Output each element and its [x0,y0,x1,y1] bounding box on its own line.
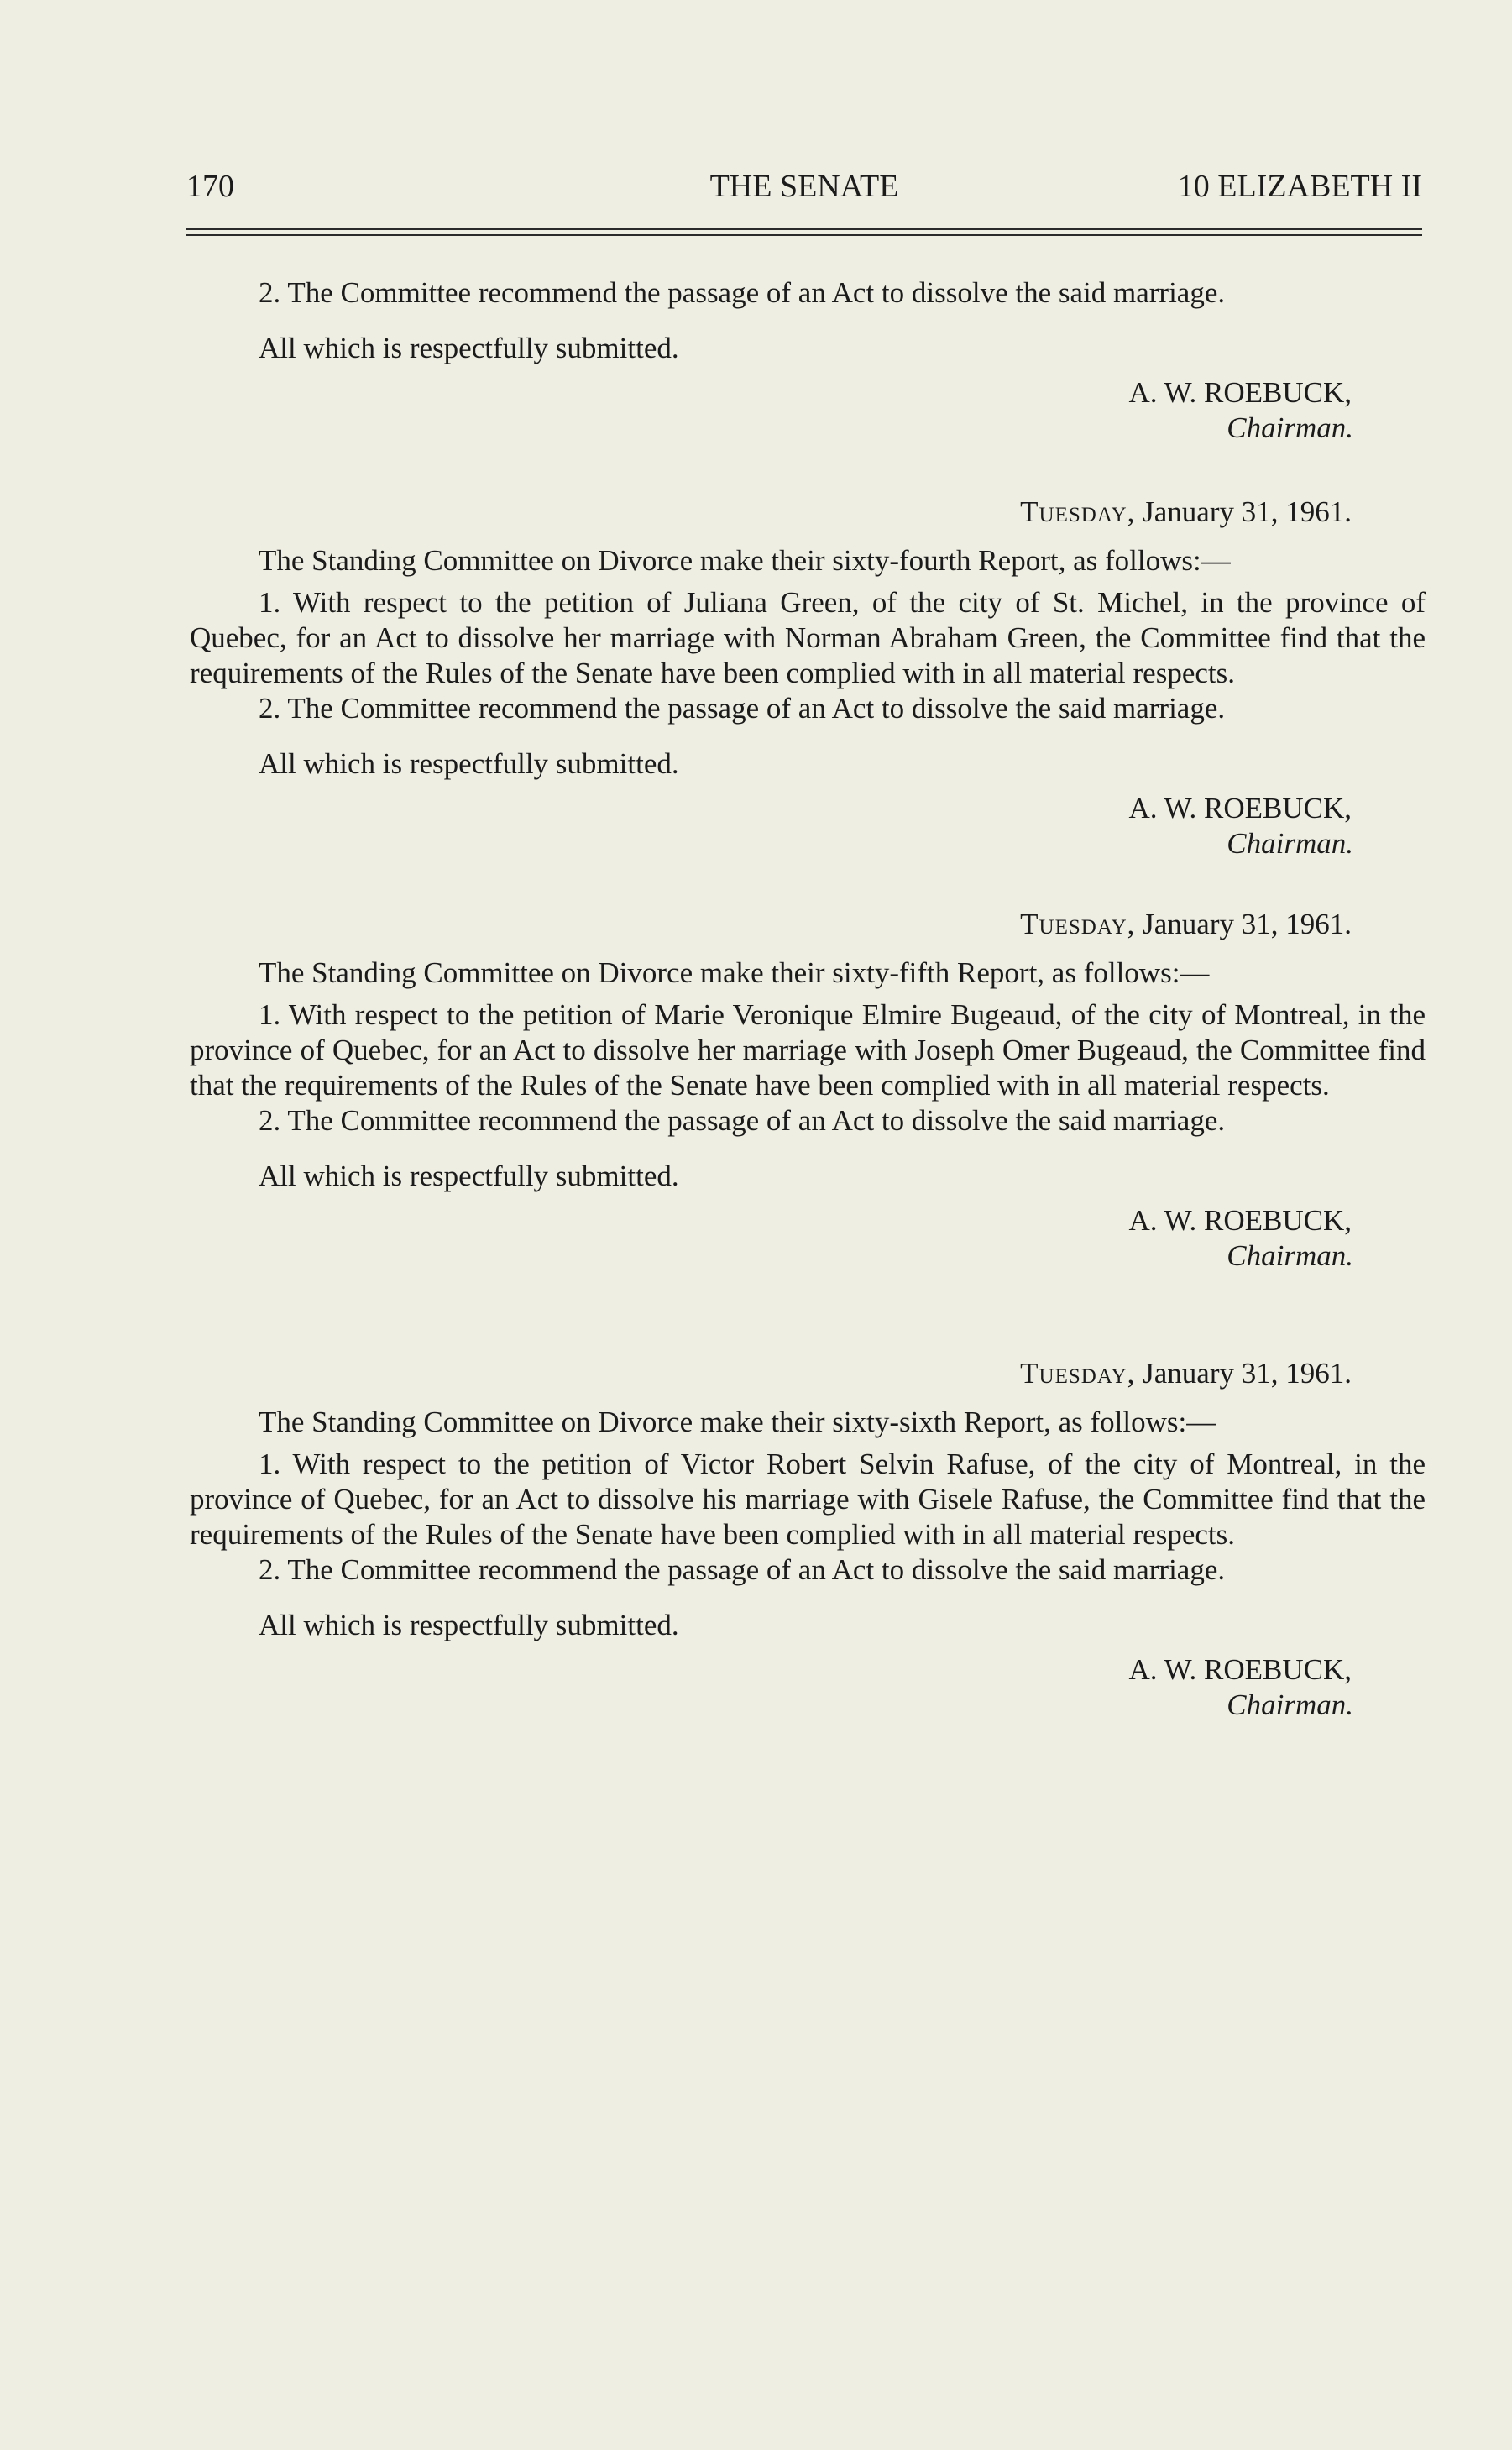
report-date [190,495,1426,530]
petition-paragraph: 1. With respect to the petition of Juliana Green, of the city of St. Michel, in the province of Quebec, for an Act to dissolve her marriage with Norman Abraham Green, the Committee find that the requirements of the Rules of the Senate have been complied with in all material respects. [190,586,1426,689]
submission-line: All which is respectfully submitted. [259,1609,679,1641]
recommendation-paragraph: 2. The Committee recommend the passage of an Act to dissolve the said marriage. [259,692,1226,725]
submission-line: All which is respectfully submitted. [259,747,679,780]
recommendation-paragraph: 2. The Committee recommend the passage of an Act to dissolve the said marriage. [259,1104,1226,1137]
signatory: A. W. ROEBUCK, [1128,1204,1352,1237]
continued-report [190,275,1426,446]
report-intro: The Standing Committee on Divorce make their sixty-sixth Report, as follows:— [259,1406,1216,1438]
signatory-role: Chairman. [1227,1688,1353,1721]
submission-line: All which is respectfully submitted. [259,1160,679,1192]
header-rule-top [186,228,1422,230]
report-sixty-fifth [190,907,1426,1274]
report-sixty-fourth [190,495,1426,861]
report-date-text: January 31, 1961. [1135,908,1352,940]
report-day: Tuesday, [1020,1357,1136,1390]
signatory-role: Chairman. [1227,411,1353,444]
report-intro: The Standing Committee on Divorce make their sixty-fifth Report, as follows:— [259,956,1210,989]
signatory-role: Chairman. [1227,827,1353,860]
petition-paragraph: 1. With respect to the petition of Marie Veronique Elmire Bugeaud, of the city of Montreal, in the province of Quebec, for an Act to dissolve her marriage with Joseph Omer Bugeaud, the Committee find that the requirements of the Rules of the Senate have been complied with in all material respects. [190,998,1426,1102]
signatory: A. W. ROEBUCK, [1128,376,1352,409]
report-date-text: January 31, 1961. [1135,1357,1352,1390]
signatory: A. W. ROEBUCK, [1128,1653,1352,1686]
page-number: 170 [186,169,234,204]
report-intro: The Standing Committee on Divorce make their sixty-fourth Report, as follows:— [259,544,1231,577]
report-day: Tuesday, [1020,495,1136,528]
report-date [190,1356,1426,1391]
report-day: Tuesday, [1020,908,1136,940]
signatory-role: Chairman. [1227,1239,1353,1272]
recommendation-paragraph: 2. The Committee recommend the passage of an Act to dissolve the said marriage. [259,1553,1226,1586]
page-body [190,275,1426,1723]
running-title: THE SENATE [709,169,899,204]
report-date [190,907,1426,942]
submission-line: All which is respectfully submitted. [259,332,679,364]
report-date-text: January 31, 1961. [1135,495,1352,528]
recommendation-paragraph: 2. The Committee recommend the passage of an Act to dissolve the said marriage. [259,276,1226,309]
petition-paragraph: 1. With respect to the petition of Victor Robert Selvin Rafuse, of the city of Montreal, in the province of Quebec, for an Act to dissolve his marriage with Gisele Rafuse, the Committee find that the requirements of the Rules of the Senate have been complied with in all material respects. [190,1447,1426,1551]
header-rule-bottom [186,234,1422,236]
report-sixty-sixth [190,1356,1426,1723]
signatory: A. W. ROEBUCK, [1128,792,1352,825]
running-header [186,165,1422,208]
regnal-year: 10 ELIZABETH II [1177,169,1422,204]
